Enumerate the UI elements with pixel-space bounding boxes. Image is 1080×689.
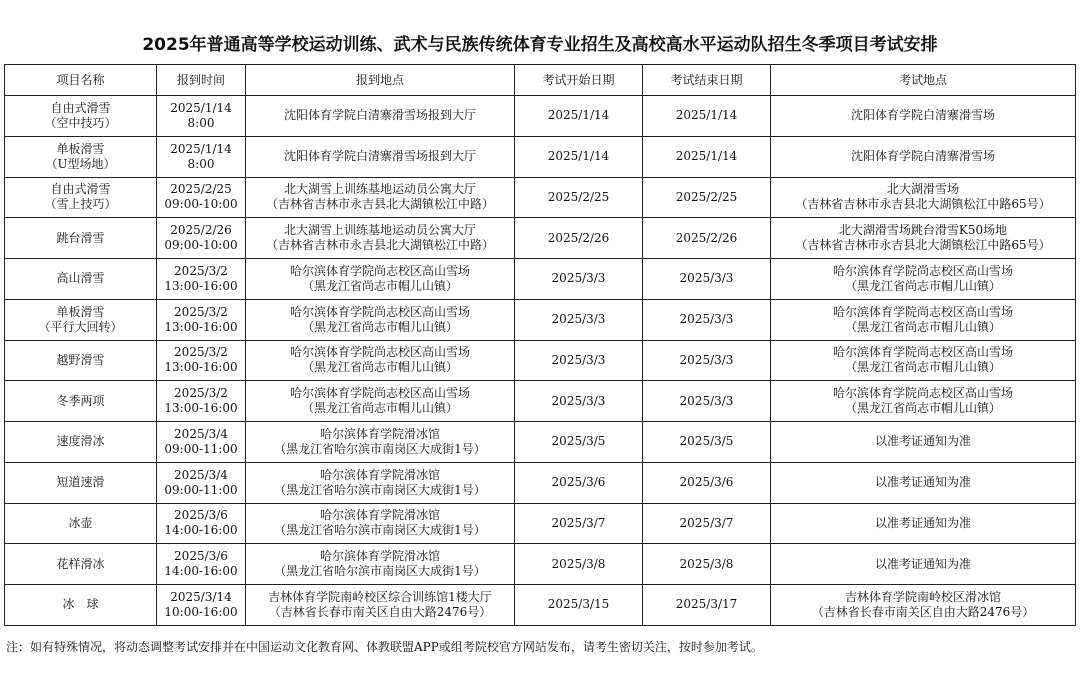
checkin-place-cell	[246, 544, 515, 585]
checkin-place-cell	[246, 259, 515, 300]
exam-venue-cell	[771, 381, 1076, 422]
checkin-time-line: 09:00-11:00	[164, 482, 238, 497]
exam-end-cell: 2025/3/17	[643, 585, 771, 626]
checkin-time-cell	[157, 422, 246, 463]
exam-venue-line: 哈尔滨体育学院尚志校区高山雪场	[832, 304, 1013, 319]
checkin-place-cell	[246, 422, 515, 463]
checkin-time-line: 2025/3/2	[174, 263, 228, 278]
item-name-cell	[5, 259, 157, 300]
table-row	[5, 503, 1076, 544]
table-row	[5, 462, 1076, 503]
exam-start-cell: 2025/3/3	[515, 259, 643, 300]
exam-start-cell: 2025/3/6	[515, 462, 643, 503]
checkin-place-line: 哈尔滨体育学院尚志校区高山雪场	[289, 263, 470, 278]
exam-venue-line: （吉林省长春市南关区自由大路2476号）	[811, 604, 1035, 619]
checkin-time-line: 2025/3/2	[174, 304, 228, 319]
checkin-time-line: 2025/3/6	[174, 508, 228, 523]
exam-venue-line: （黑龙江省尚志市帽儿山镇）	[844, 360, 1001, 375]
exam-venue-line: 哈尔滨体育学院尚志校区高山雪场	[832, 263, 1013, 278]
exam-end-cell: 2025/3/8	[643, 544, 771, 585]
checkin-place-line: （黑龙江省哈尔滨市南岗区大成街1号）	[274, 482, 486, 497]
item-name-cell	[5, 136, 157, 177]
item-name-line: 冬季两项	[56, 393, 105, 408]
item-name-line: 跳台滑雪	[56, 230, 105, 245]
checkin-time-line: 09:00-11:00	[164, 441, 238, 456]
checkin-place-line: 吉林体育学院南岭校区综合训练馆1楼大厅	[268, 589, 492, 604]
exam-venue-cell	[771, 136, 1076, 177]
exam-start-cell: 2025/3/3	[515, 340, 643, 381]
checkin-place-line: 哈尔滨体育学院滑冰馆	[319, 426, 440, 441]
item-name-line: 单板滑雪	[56, 304, 105, 319]
table-row	[5, 544, 1076, 585]
checkin-place-line: 哈尔滨体育学院尚志校区高山雪场	[289, 386, 470, 401]
exam-start-cell: 2025/1/14	[515, 136, 643, 177]
exam-venue-line: 吉林体育学院南岭校区滑冰馆	[844, 589, 1001, 604]
exam-end-cell: 2025/1/14	[643, 136, 771, 177]
item-name-line: 短道速滑	[56, 475, 105, 490]
exam-venue-cell	[771, 462, 1076, 503]
checkin-time-line: 2025/3/4	[174, 467, 228, 482]
checkin-place-cell	[246, 299, 515, 340]
checkin-place-cell	[246, 177, 515, 218]
exam-venue-line: 沈阳体育学院白清寨滑雪场	[850, 108, 995, 123]
exam-end-cell: 2025/3/3	[643, 299, 771, 340]
item-name-cell	[5, 585, 157, 626]
header-exam-start: 考试开始日期	[515, 65, 643, 96]
exam-start-cell: 2025/3/5	[515, 422, 643, 463]
item-name-cell	[5, 381, 157, 422]
item-name-cell	[5, 340, 157, 381]
exam-start-cell: 2025/2/25	[515, 177, 643, 218]
item-name-cell	[5, 544, 157, 585]
item-name-cell	[5, 422, 157, 463]
exam-venue-cell	[771, 259, 1076, 300]
exam-schedule-table	[4, 64, 1076, 626]
checkin-place-line: 哈尔滨体育学院滑冰馆	[319, 467, 440, 482]
item-name-line: 冰壶	[68, 515, 93, 530]
item-name-cell	[5, 177, 157, 218]
item-name-line: （空中技巧）	[44, 115, 117, 130]
exam-start-cell: 2025/3/3	[515, 381, 643, 422]
exam-venue-line: 以准考证通知为准	[874, 475, 971, 490]
exam-venue-line: 北大湖滑雪场跳台滑雪K50场地	[838, 223, 1008, 238]
item-name-line: 自由式滑雪	[50, 182, 111, 197]
checkin-time-line: 2025/3/2	[174, 386, 228, 401]
footnote: 注：如有特殊情况，将动态调整考试安排并在中国运动文化教育网、体教联盟APP或组考院校官方网站发布，请考生密切关注，按时参加考试。	[6, 640, 763, 654]
checkin-place-line: （黑龙江省尚志市帽儿山镇）	[301, 278, 458, 293]
checkin-time-cell	[157, 381, 246, 422]
checkin-place-cell	[246, 96, 515, 137]
exam-end-cell: 2025/3/3	[643, 381, 771, 422]
checkin-place-line: （黑龙江省哈尔滨市南岗区大成街1号）	[274, 564, 486, 579]
exam-venue-cell	[771, 340, 1076, 381]
table-row	[5, 96, 1076, 137]
item-name-line: （U型场地）	[45, 156, 116, 171]
exam-venue-cell	[771, 544, 1076, 585]
exam-venue-cell	[771, 299, 1076, 340]
exam-venue-line: （黑龙江省尚志市帽儿山镇）	[844, 319, 1001, 334]
checkin-time-line: 8:00	[187, 156, 215, 171]
table-row	[5, 585, 1076, 626]
checkin-time-line: 2025/2/26	[170, 223, 232, 238]
checkin-time-cell	[157, 503, 246, 544]
header-checkin-place: 报到地点	[246, 65, 515, 96]
exam-venue-line: 以准考证通知为准	[874, 556, 971, 571]
exam-venue-line: 沈阳体育学院白清寨滑雪场	[850, 149, 995, 164]
checkin-place-cell	[246, 462, 515, 503]
exam-venue-cell	[771, 218, 1076, 259]
exam-venue-line: 北大湖滑雪场	[886, 182, 959, 197]
exam-start-cell: 2025/3/3	[515, 299, 643, 340]
header-item-name: 项目名称	[5, 65, 157, 96]
exam-end-cell: 2025/3/3	[643, 340, 771, 381]
exam-end-cell: 2025/3/5	[643, 422, 771, 463]
item-name-cell	[5, 96, 157, 137]
item-name-line: 自由式滑雪	[50, 100, 111, 115]
checkin-place-line: 哈尔滨体育学院滑冰馆	[319, 508, 440, 523]
checkin-time-cell	[157, 340, 246, 381]
exam-venue-cell	[771, 177, 1076, 218]
checkin-time-cell	[157, 259, 246, 300]
checkin-place-line: （黑龙江省哈尔滨市南岗区大成街1号）	[274, 523, 486, 538]
checkin-place-line: （黑龙江省尚志市帽儿山镇）	[301, 360, 458, 375]
checkin-time-line: 2025/1/14	[170, 100, 232, 115]
item-name-line: 速度滑冰	[56, 434, 105, 449]
checkin-time-line: 2025/3/4	[174, 426, 228, 441]
checkin-place-line: （黑龙江省哈尔滨市南岗区大成街1号）	[274, 441, 486, 456]
exam-start-cell: 2025/3/8	[515, 544, 643, 585]
item-name-line: 高山滑雪	[56, 271, 105, 286]
checkin-place-line: 哈尔滨体育学院滑冰馆	[319, 549, 440, 564]
checkin-place-cell	[246, 381, 515, 422]
exam-end-cell: 2025/1/14	[643, 96, 771, 137]
exam-end-cell: 2025/3/3	[643, 259, 771, 300]
checkin-time-line: 2025/1/14	[170, 141, 232, 156]
exam-end-cell: 2025/3/6	[643, 462, 771, 503]
item-name-line: 花样滑冰	[56, 556, 105, 571]
checkin-place-cell	[246, 340, 515, 381]
item-name-cell	[5, 299, 157, 340]
table-row	[5, 299, 1076, 340]
exam-venue-line: （黑龙江省尚志市帽儿山镇）	[844, 401, 1001, 416]
checkin-place-line: 哈尔滨体育学院尚志校区高山雪场	[289, 304, 470, 319]
checkin-place-line: 哈尔滨体育学院尚志校区高山雪场	[289, 345, 470, 360]
checkin-place-line: 北大湖雪上训练基地运动员公寓大厅	[283, 223, 476, 238]
checkin-time-line: 13:00-16:00	[164, 360, 238, 375]
checkin-time-cell	[157, 462, 246, 503]
checkin-time-cell	[157, 177, 246, 218]
exam-venue-cell	[771, 585, 1076, 626]
table-row	[5, 218, 1076, 259]
exam-end-cell: 2025/3/7	[643, 503, 771, 544]
checkin-time-cell	[157, 299, 246, 340]
exam-venue-line: （吉林省吉林市永吉县北大湖镇松江中路65号）	[795, 238, 1051, 253]
checkin-time-line: 14:00-16:00	[164, 564, 238, 579]
exam-end-cell: 2025/2/26	[643, 218, 771, 259]
exam-venue-line: 哈尔滨体育学院尚志校区高山雪场	[832, 386, 1013, 401]
checkin-place-line: （黑龙江省尚志市帽儿山镇）	[301, 319, 458, 334]
item-name-cell	[5, 218, 157, 259]
exam-venue-cell	[771, 422, 1076, 463]
header-exam-venue: 考试地点	[771, 65, 1076, 96]
item-name-line: 冰 球	[62, 597, 99, 612]
checkin-place-line: （黑龙江省尚志市帽儿山镇）	[301, 401, 458, 416]
exam-start-cell: 2025/3/7	[515, 503, 643, 544]
table-row	[5, 177, 1076, 218]
item-name-line: （雪上技巧）	[44, 197, 117, 212]
item-name-cell	[5, 462, 157, 503]
table-row	[5, 259, 1076, 300]
header-row	[5, 65, 1076, 96]
checkin-place-line: 沈阳体育学院白清寨滑雪场报到大厅	[283, 149, 476, 164]
checkin-time-line: 13:00-16:00	[164, 319, 238, 334]
item-name-line: 单板滑雪	[56, 141, 105, 156]
exam-venue-line: （黑龙江省尚志市帽儿山镇）	[844, 278, 1001, 293]
exam-start-cell: 2025/3/15	[515, 585, 643, 626]
header-checkin-time: 报到时间	[157, 65, 246, 96]
exam-venue-line: （吉林省吉林市永吉县北大湖镇松江中路65号）	[795, 197, 1051, 212]
checkin-time-line: 10:00-16:00	[164, 604, 238, 619]
checkin-time-cell	[157, 585, 246, 626]
exam-venue-cell	[771, 503, 1076, 544]
checkin-place-line: 沈阳体育学院白清寨滑雪场报到大厅	[283, 108, 476, 123]
exam-venue-line: 哈尔滨体育学院尚志校区高山雪场	[832, 345, 1013, 360]
checkin-place-line: 北大湖雪上训练基地运动员公寓大厅	[283, 182, 476, 197]
checkin-time-line: 2025/2/25	[170, 182, 232, 197]
checkin-place-line: （吉林省长春市南关区自由大路2476号）	[268, 604, 492, 619]
exam-start-cell: 2025/1/14	[515, 96, 643, 137]
checkin-time-cell	[157, 218, 246, 259]
exam-venue-line: 以准考证通知为准	[874, 434, 971, 449]
item-name-line: 越野滑雪	[56, 352, 105, 367]
item-name-line: （平行大回转）	[38, 319, 123, 334]
table-row	[5, 422, 1076, 463]
checkin-time-line: 14:00-16:00	[164, 523, 238, 538]
checkin-time-cell	[157, 544, 246, 585]
checkin-time-line: 2025/3/2	[174, 345, 228, 360]
table-body	[5, 96, 1076, 626]
checkin-time-line: 09:00-10:00	[164, 197, 238, 212]
page-title: 2025年普通高等学校运动训练、武术与民族传统体育专业招生及高校高水平运动队招生冬季项目考试安排	[142, 35, 938, 55]
checkin-time-line: 2025/3/6	[174, 549, 228, 564]
header-exam-end: 考试结束日期	[643, 65, 771, 96]
item-name-cell	[5, 503, 157, 544]
checkin-place-cell	[246, 136, 515, 177]
exam-venue-cell	[771, 96, 1076, 137]
checkin-time-line: 8:00	[187, 115, 215, 130]
checkin-time-line: 13:00-16:00	[164, 401, 238, 416]
checkin-place-cell	[246, 503, 515, 544]
exam-venue-line: 以准考证通知为准	[874, 515, 971, 530]
table-row	[5, 381, 1076, 422]
checkin-time-line: 09:00-10:00	[164, 238, 238, 253]
table-row	[5, 340, 1076, 381]
checkin-place-cell	[246, 585, 515, 626]
checkin-place-line: （吉林省吉林市永吉县北大湖镇松江中路）	[265, 238, 494, 253]
exam-end-cell: 2025/2/25	[643, 177, 771, 218]
checkin-time-cell	[157, 96, 246, 137]
table-row	[5, 136, 1076, 177]
checkin-time-cell	[157, 136, 246, 177]
checkin-time-line: 13:00-16:00	[164, 278, 238, 293]
exam-start-cell: 2025/2/26	[515, 218, 643, 259]
checkin-place-line: （吉林省吉林市永吉县北大湖镇松江中路）	[265, 197, 494, 212]
checkin-place-cell	[246, 218, 515, 259]
checkin-time-line: 2025/3/14	[170, 589, 232, 604]
